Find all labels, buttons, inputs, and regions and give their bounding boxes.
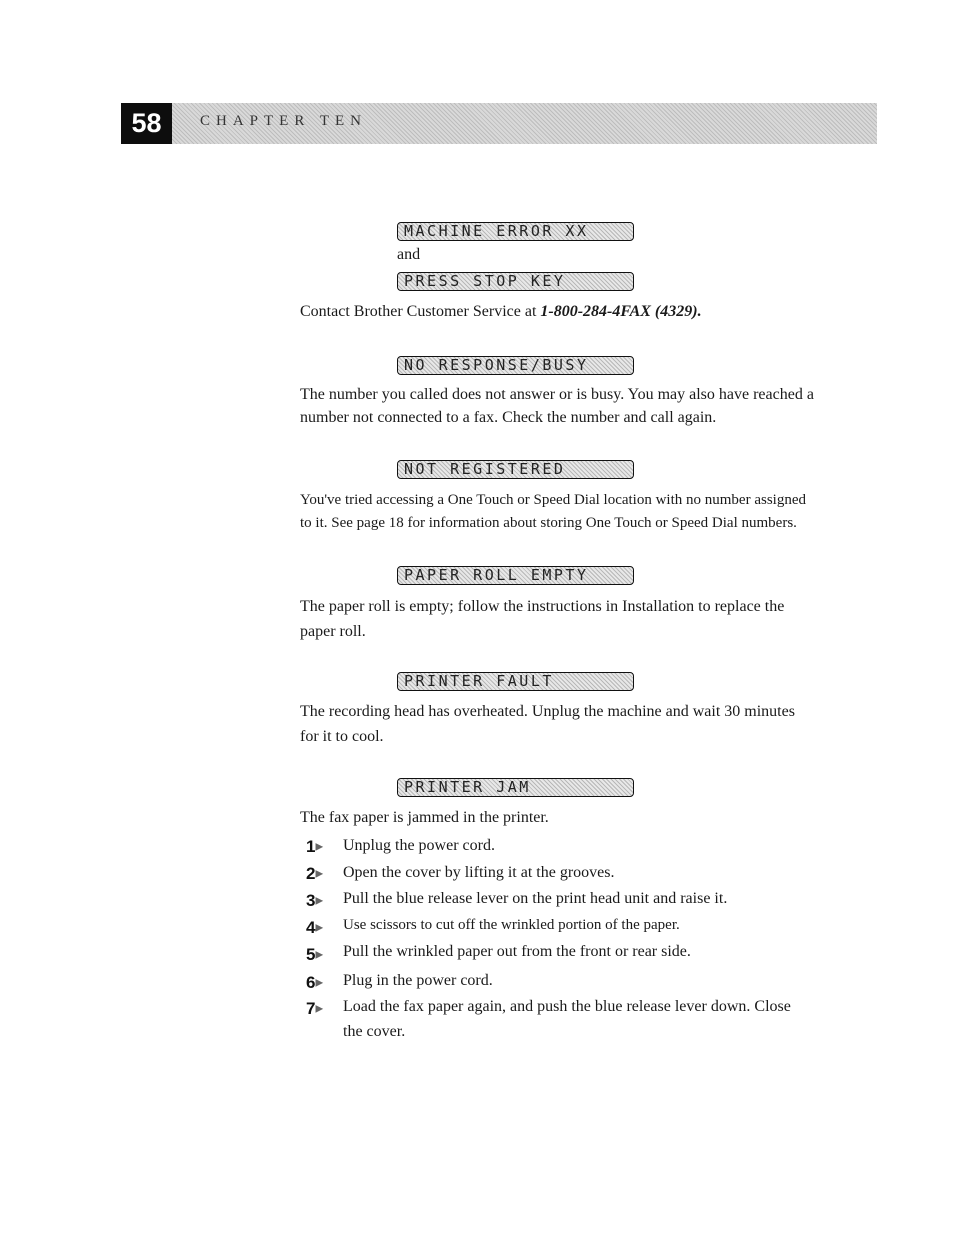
lcd-text: NO RESPONSE/BUSY: [404, 356, 589, 374]
connector-text: and: [397, 246, 421, 263]
step-number-icon: 1▶: [306, 837, 324, 856]
step-text: Pull the wrinkled paper out from the front or rear side.: [343, 943, 691, 960]
step-text: Plug in the power cord.: [343, 972, 493, 989]
paragraph-line: for it to cool.: [300, 728, 384, 745]
paragraph-line: The number you called does not answer or is busy. You may also have reached a: [300, 386, 814, 403]
page-number: 58: [121, 103, 172, 144]
step-number-icon: 4▶: [306, 918, 324, 937]
paragraph-line: The recording head has overheated. Unplug the machine and wait 30 minutes: [300, 703, 795, 720]
lcd-machine-error: [397, 222, 634, 241]
lcd-text: PRESS STOP KEY: [404, 272, 566, 290]
paragraph-line: The paper roll is empty; follow the instructions in Installation to replace the: [300, 598, 785, 615]
step-text-continued: the cover.: [343, 1023, 406, 1040]
paragraph-line: paper roll.: [300, 623, 366, 640]
lcd-text: MACHINE ERROR XX: [404, 222, 589, 240]
paragraph-line: to it. See page 18 for information about storing One Touch or Speed Dial numbers.: [300, 515, 797, 531]
lcd-text: PRINTER FAULT: [404, 672, 554, 690]
lcd-no-response-busy: [397, 356, 634, 375]
contact-text: Contact Brother Customer Service at: [300, 303, 541, 320]
step-text: Load the fax paper again, and push the blue release lever down. Close: [343, 998, 791, 1015]
step-text: Pull the blue release lever on the print head unit and raise it.: [343, 890, 728, 907]
paragraph-line: You've tried accessing a One Touch or Speed Dial location with no number assigned: [300, 492, 806, 508]
lcd-text: PRINTER JAM: [404, 778, 531, 796]
lcd-printer-jam: [397, 778, 634, 797]
lcd-press-stop-key: [397, 272, 634, 291]
step-text: Unplug the power cord.: [343, 837, 495, 854]
lcd-text: PAPER ROLL EMPTY: [404, 566, 589, 584]
paragraph-line: The fax paper is jammed in the printer.: [300, 809, 549, 826]
step-number-icon: 3▶: [306, 891, 324, 910]
lcd-printer-fault: [397, 672, 634, 691]
paragraph-line: number not connected to a fax. Check the number and call again.: [300, 409, 717, 426]
step-text: Open the cover by lifting it at the grooves.: [343, 864, 615, 881]
chapter-label: CHAPTER TEN: [200, 113, 367, 129]
step-number-icon: 6▶: [306, 973, 324, 992]
lcd-text: NOT REGISTERED: [404, 460, 566, 478]
contact-number: 1-800-284-4FAX (4329).: [540, 303, 702, 320]
step-text: Use scissors to cut off the wrinkled portion of the paper.: [343, 917, 680, 933]
step-number-icon: 7▶: [306, 999, 324, 1018]
lcd-not-registered: [397, 460, 634, 479]
contact-paragraph: [300, 300, 702, 323]
lcd-paper-roll-empty: [397, 566, 634, 585]
step-number-icon: 2▶: [306, 864, 324, 883]
step-number-icon: 5▶: [306, 945, 324, 964]
